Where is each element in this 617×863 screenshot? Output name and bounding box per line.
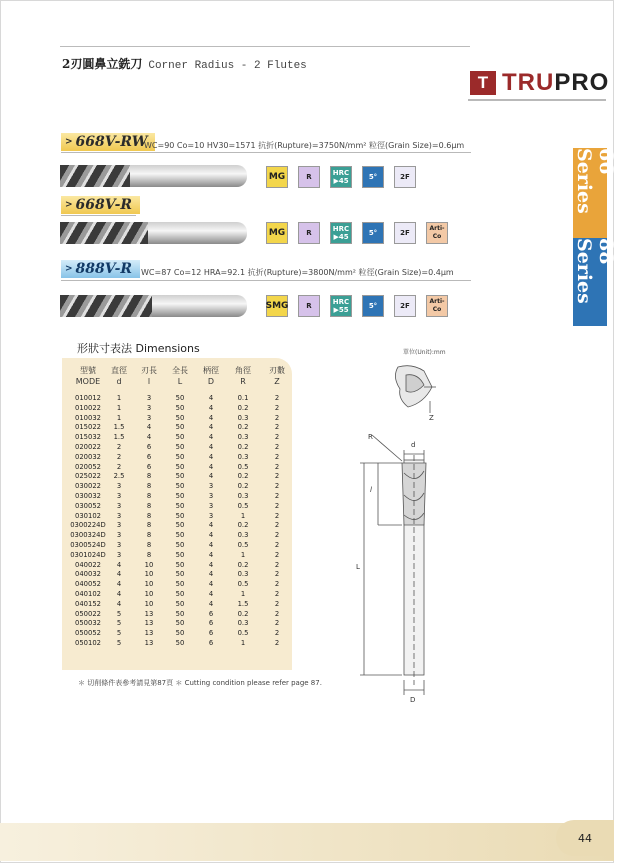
- table-cell: 2: [116, 452, 122, 461]
- table-row: [62, 531, 292, 540]
- product-model-668v-r: > 668V-R: [61, 196, 140, 214]
- helix-angle-icon: 5°: [362, 222, 384, 244]
- table-cell: 0301024D: [70, 550, 106, 559]
- mg-icon: MG: [266, 222, 288, 244]
- table-cell: 0.5: [237, 501, 249, 510]
- table-cell: 2: [274, 619, 280, 628]
- table-cell: 1.5: [113, 433, 125, 442]
- table-cell: 2: [274, 394, 280, 402]
- table-header: 型號 MODE: [75, 366, 101, 386]
- table-cell: 6: [208, 619, 214, 628]
- label-D: D: [410, 696, 416, 704]
- logo-rule: [468, 99, 606, 101]
- table-cell: 50: [175, 452, 185, 461]
- table-cell: 13: [144, 609, 154, 618]
- table-cell: 3: [116, 541, 122, 549]
- side-tab-66: 66 Series: [573, 148, 607, 238]
- tool-image-888v-r: [60, 295, 247, 317]
- table-cell: 040022: [75, 560, 101, 569]
- table-row: [62, 629, 292, 638]
- table-cell: 4: [208, 443, 214, 451]
- table-cell: 010032: [75, 413, 101, 422]
- table-cell: 8: [146, 541, 152, 549]
- table-cell: 50: [175, 433, 185, 442]
- table-cell: 0.3: [237, 492, 249, 500]
- two-flute-icon: 2F: [394, 166, 416, 188]
- table-cell: 4: [208, 462, 214, 471]
- table-cell: 2: [274, 423, 280, 432]
- table-cell: 4: [208, 550, 214, 559]
- table-cell: 0.3: [237, 413, 249, 422]
- table-cell: 8: [146, 482, 152, 491]
- table-cell: 10: [144, 599, 154, 608]
- smg-icon: SMG: [266, 295, 288, 317]
- table-cell: 8: [146, 501, 152, 510]
- hrc-icon: HRC ▶55: [330, 295, 352, 317]
- table-cell: 50: [175, 423, 185, 432]
- table-row: [62, 443, 292, 452]
- table-cell: 4: [208, 394, 214, 402]
- table-cell: 2: [274, 492, 280, 500]
- table-cell: 50: [175, 413, 185, 422]
- table-cell: 50: [175, 560, 185, 569]
- table-cell: 1: [116, 413, 122, 422]
- table-cell: 2: [274, 550, 280, 559]
- tool-flute: [60, 165, 130, 187]
- table-cell: 0.2: [237, 560, 249, 569]
- table-row: [62, 472, 292, 481]
- table-cell: 4: [208, 541, 214, 549]
- table-cell: 0.3: [237, 452, 249, 461]
- table-cell: 4: [208, 452, 214, 461]
- table-cell: 10: [144, 570, 154, 579]
- table-cell: 0.5: [237, 580, 249, 589]
- table-cell: 4: [208, 590, 214, 598]
- table-cell: 015032: [75, 433, 101, 442]
- feature-icons: [266, 222, 448, 244]
- table-cell: 030022: [75, 482, 101, 491]
- table-cell: 13: [144, 639, 154, 647]
- table-cell: 8: [146, 521, 152, 530]
- table-cell: 020052: [75, 462, 101, 471]
- table-cell: 50: [175, 482, 185, 491]
- table-cell: 4: [146, 433, 152, 442]
- logo-wordmark: [502, 69, 609, 97]
- radius-icon: R: [298, 222, 320, 244]
- table-cell: 3: [146, 403, 152, 412]
- product-rule: [61, 152, 471, 153]
- table-cell: 2: [116, 443, 122, 451]
- table-cell: 030102: [75, 511, 101, 520]
- table-cell: 1.5: [237, 599, 249, 608]
- table-cell: 6: [208, 639, 214, 647]
- table-row: [62, 502, 292, 511]
- table-cell: 0300324D: [70, 531, 106, 540]
- table-cell: 2: [274, 511, 280, 520]
- table-cell: 2: [274, 501, 280, 510]
- table-header: 刃數 Z: [269, 366, 285, 386]
- table-cell: 3: [208, 492, 214, 500]
- table-cell: 1: [116, 403, 122, 412]
- table-cell: 4: [208, 403, 214, 412]
- hrc-icon: HRC ▶45: [330, 222, 352, 244]
- table-cell: 4: [208, 521, 214, 530]
- logo-mark-icon: T: [470, 71, 496, 95]
- table-row: [62, 463, 292, 472]
- table-cell: 0.2: [237, 482, 249, 491]
- product-spec: WC=87 Co=12 HRA=92.1 抗折(Rupture)=3800N/mm² 粒徑(Grain Size)=0.4μm: [141, 268, 454, 277]
- table-cell: 050022: [75, 609, 101, 618]
- table-row: [62, 423, 292, 432]
- table-cell: 040102: [75, 590, 101, 598]
- footer-band: [0, 823, 614, 861]
- table-cell: 2: [274, 413, 280, 422]
- table-cell: 0.3: [237, 570, 249, 579]
- table-cell: 0.3: [237, 531, 249, 540]
- table-cell: 0.5: [237, 629, 249, 638]
- table-cell: 025022: [75, 472, 101, 481]
- table-cell: 3: [116, 550, 122, 559]
- table-cell: 2: [274, 580, 280, 589]
- table-row: [62, 561, 292, 570]
- table-cell: 1: [240, 639, 246, 647]
- product-rule: [61, 215, 136, 216]
- page-number: 44: [556, 820, 614, 856]
- table-row: [62, 570, 292, 579]
- footnote: ＊ 切削條件表參考請見第87頁 ＊ Cutting condition please refer page 87.: [78, 679, 322, 687]
- table-cell: 50: [175, 541, 185, 549]
- table-row: [62, 404, 292, 413]
- table-cell: 2: [274, 462, 280, 471]
- label-Z: Z: [429, 414, 434, 422]
- table-cell: 4: [208, 433, 214, 442]
- table-cell: 8: [146, 511, 152, 520]
- product-model-888v-r: > 888V-R: [61, 260, 140, 278]
- table-cell: 5: [116, 619, 122, 628]
- table-cell: 50: [175, 462, 185, 471]
- table-cell: 3: [116, 511, 122, 520]
- table-cell: 50: [175, 531, 185, 540]
- radius-icon: R: [298, 295, 320, 317]
- table-cell: 4: [208, 599, 214, 608]
- arti-co-icon: Arti-Co: [426, 222, 448, 244]
- table-cell: 2: [274, 629, 280, 638]
- table-cell: 2: [274, 452, 280, 461]
- table-cell: 50: [175, 639, 185, 647]
- table-cell: 3: [208, 482, 214, 491]
- table-cell: 0.5: [237, 462, 249, 471]
- table-cell: 8: [146, 550, 152, 559]
- table-cell: 50: [175, 394, 185, 402]
- table-cell: 0.3: [237, 433, 249, 442]
- table-row: [62, 453, 292, 462]
- table-row: [62, 433, 292, 442]
- table-cell: 2: [274, 599, 280, 608]
- table-row: [62, 482, 292, 491]
- side-tab-88: 88 Series: [573, 238, 607, 326]
- table-cell: 50: [175, 443, 185, 451]
- table-cell: 030052: [75, 501, 101, 510]
- tool-drawing: [320, 355, 470, 705]
- table-cell: 4: [208, 570, 214, 579]
- mg-icon: MG: [266, 166, 288, 188]
- table-cell: 020032: [75, 452, 101, 461]
- table-row: [62, 619, 292, 628]
- table-cell: 4: [146, 423, 152, 432]
- table-cell: 4: [208, 423, 214, 432]
- two-flute-icon: 2F: [394, 222, 416, 244]
- table-cell: 1: [240, 590, 246, 598]
- table-cell: 50: [175, 599, 185, 608]
- two-flute-icon: 2F: [394, 295, 416, 317]
- table-cell: 50: [175, 550, 185, 559]
- table-cell: 040152: [75, 599, 101, 608]
- table-cell: 50: [175, 521, 185, 530]
- table-cell: 13: [144, 619, 154, 628]
- label-l: l: [370, 486, 372, 494]
- tool-image-668v-r: [60, 222, 247, 244]
- table-cell: 5: [116, 639, 122, 647]
- title-zh: 2刃圓鼻立銑刀: [62, 57, 143, 71]
- table-cell: 3: [208, 501, 214, 510]
- table-cell: 50: [175, 629, 185, 638]
- table-cell: 030032: [75, 492, 101, 500]
- table-cell: 50: [175, 619, 185, 628]
- table-cell: 040032: [75, 570, 101, 579]
- feature-icons: [266, 166, 416, 188]
- table-row: [62, 551, 292, 560]
- table-cell: 2: [274, 472, 280, 481]
- logo-name-dark: PRO: [554, 69, 610, 96]
- page-title: [62, 55, 307, 72]
- table-cell: 4: [116, 580, 122, 589]
- table-cell: 50: [175, 501, 185, 510]
- table-cell: 1: [240, 550, 246, 559]
- table-cell: 050032: [75, 619, 101, 628]
- table-row: [62, 521, 292, 530]
- table-cell: 4: [116, 560, 122, 569]
- logo-name-red: TRU: [502, 69, 555, 96]
- label-d: d: [411, 441, 416, 449]
- table-cell: 2: [274, 570, 280, 579]
- table-cell: 020022: [75, 443, 101, 451]
- table-cell: 0.2: [237, 472, 249, 481]
- table-cell: 3: [146, 394, 152, 402]
- brand-logo: [470, 69, 609, 97]
- table-cell: 4: [208, 472, 214, 481]
- table-cell: 1: [240, 511, 246, 520]
- product-model-668v-rw: > 668V-RW: [61, 133, 155, 151]
- table-cell: 2: [274, 443, 280, 451]
- table-cell: 50: [175, 609, 185, 618]
- tool-image-668v-rw: [60, 165, 247, 187]
- table-cell: 4: [208, 413, 214, 422]
- table-cell: 3: [146, 413, 152, 422]
- table-cell: 0300224D: [70, 521, 106, 530]
- table-cell: 2: [274, 639, 280, 647]
- table-cell: 8: [146, 531, 152, 540]
- helix-angle-icon: 5°: [362, 295, 384, 317]
- table-cell: 050052: [75, 629, 101, 638]
- table-cell: 0.2: [237, 443, 249, 451]
- dimensions-title: 形狀寸表法 Dimensions: [77, 342, 200, 355]
- table-cell: 3: [116, 531, 122, 540]
- table-cell: 4: [208, 560, 214, 569]
- radius-icon: R: [298, 166, 320, 188]
- table-row: [62, 512, 292, 521]
- table-cell: 3: [208, 511, 214, 520]
- table-row: [62, 580, 292, 589]
- table-header: 直徑 d: [111, 366, 127, 386]
- table-cell: 8: [146, 492, 152, 500]
- table-cell: 10: [144, 580, 154, 589]
- table-cell: 6: [146, 443, 152, 451]
- table-cell: 2: [274, 482, 280, 491]
- table-cell: 6: [146, 462, 152, 471]
- table-cell: 50: [175, 511, 185, 520]
- table-cell: 3: [116, 501, 122, 510]
- table-cell: 6: [146, 452, 152, 461]
- table-row: [62, 600, 292, 609]
- table-header: 刃長 l: [141, 366, 157, 386]
- table-cell: 6: [208, 629, 214, 638]
- table-cell: 0.3: [237, 619, 249, 628]
- table-cell: 015022: [75, 423, 101, 432]
- table-cell: 2: [274, 531, 280, 540]
- table-cell: 2: [274, 609, 280, 618]
- table-cell: 10: [144, 590, 154, 598]
- table-cell: 0.5: [237, 541, 249, 549]
- table-cell: 5: [116, 609, 122, 618]
- table-cell: 8: [146, 472, 152, 481]
- table-cell: 3: [116, 492, 122, 500]
- table-cell: 50: [175, 580, 185, 589]
- arti-co-icon: Arti-Co: [426, 295, 448, 317]
- table-row: [62, 394, 292, 403]
- table-cell: 0.2: [237, 403, 249, 412]
- table-cell: 0.2: [237, 423, 249, 432]
- table-cell: 1: [116, 394, 122, 402]
- feature-icons: [266, 295, 448, 317]
- product-rule: [61, 280, 471, 281]
- unit-label: 單位(Unit):mm: [403, 349, 446, 356]
- table-cell: 4: [208, 531, 214, 540]
- table-cell: 3: [116, 482, 122, 491]
- table-cell: 2.5: [113, 472, 125, 481]
- header-rule: [60, 46, 470, 47]
- table-cell: 50: [175, 403, 185, 412]
- table-cell: 4: [116, 570, 122, 579]
- table-cell: 040052: [75, 580, 101, 589]
- table-cell: 2: [274, 560, 280, 569]
- table-row: [62, 541, 292, 550]
- label-R: R: [368, 433, 373, 441]
- product-spec: WC=90 Co=10 HV30=1571 抗折(Rupture)=3750N/mm² 粒徑(Grain Size)=0.6μm: [144, 141, 465, 150]
- table-cell: 0.1: [237, 394, 249, 402]
- table-header: 全長 L: [172, 366, 188, 386]
- table-row: [62, 492, 292, 501]
- table-cell: 50: [175, 570, 185, 579]
- table-cell: 4: [116, 590, 122, 598]
- label-L: L: [356, 563, 360, 571]
- table-cell: 6: [208, 609, 214, 618]
- table-cell: 1.5: [113, 423, 125, 432]
- table-row: [62, 639, 292, 648]
- table-cell: 50: [175, 472, 185, 481]
- table-cell: 0.2: [237, 609, 249, 618]
- table-header: 角徑 R: [235, 366, 251, 386]
- table-cell: 010022: [75, 403, 101, 412]
- title-en: Corner Radius - 2 Flutes: [148, 60, 307, 72]
- table-cell: 2: [274, 590, 280, 598]
- table-cell: 5: [116, 629, 122, 638]
- table-cell: 4: [116, 599, 122, 608]
- table-cell: 010012: [75, 394, 101, 402]
- table-cell: 0.2: [237, 521, 249, 530]
- table-cell: 4: [208, 580, 214, 589]
- table-cell: 2: [274, 521, 280, 530]
- table-cell: 2: [274, 403, 280, 412]
- table-header: 柄徑 D: [203, 366, 219, 386]
- table-cell: 13: [144, 629, 154, 638]
- table-cell: 3: [116, 521, 122, 530]
- tool-flute: [60, 222, 148, 244]
- table-cell: 0300524D: [70, 541, 106, 549]
- helix-angle-icon: 5°: [362, 166, 384, 188]
- table-row: [62, 590, 292, 599]
- table-cell: 10: [144, 560, 154, 569]
- table-row: [62, 610, 292, 619]
- table-cell: 2: [274, 541, 280, 549]
- tool-flute: [60, 295, 152, 317]
- table-cell: 2: [274, 433, 280, 442]
- table-cell: 50: [175, 492, 185, 500]
- table-cell: 2: [116, 462, 122, 471]
- hrc-icon: HRC ▶45: [330, 166, 352, 188]
- table-row: [62, 414, 292, 423]
- table-cell: 050102: [75, 639, 101, 647]
- table-cell: 50: [175, 590, 185, 598]
